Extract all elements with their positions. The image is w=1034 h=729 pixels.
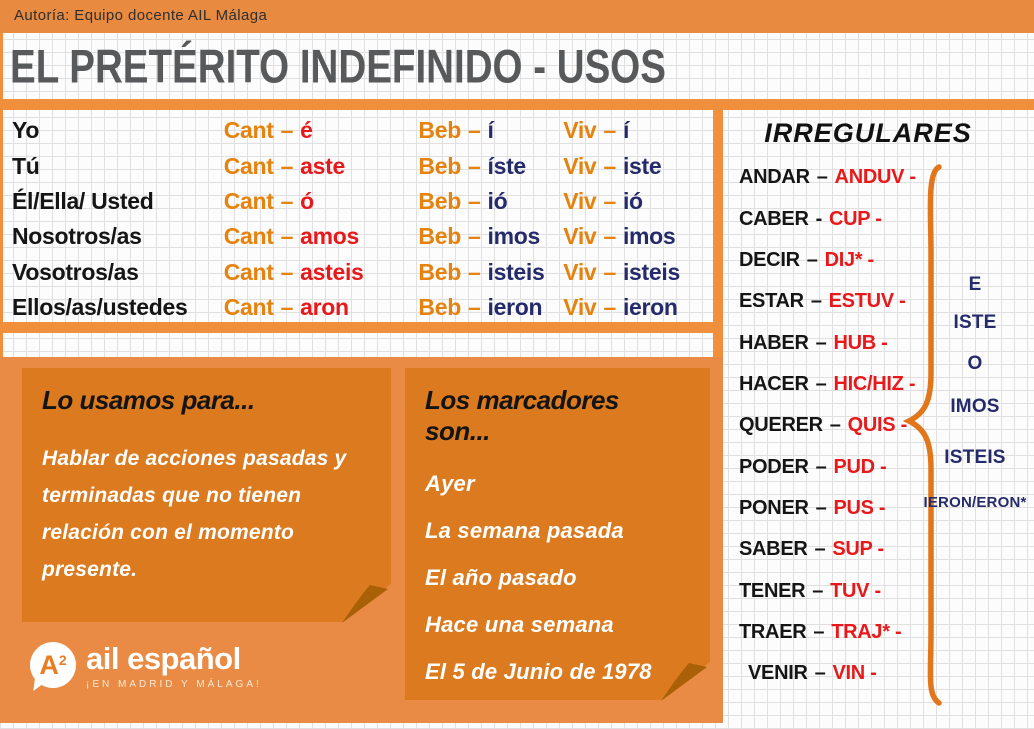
infinitive: QUERER: [739, 414, 823, 437]
dash: –: [815, 455, 827, 478]
markers-note-title: Los marcadores son...: [425, 385, 619, 446]
cant-form: [224, 294, 419, 321]
logo-tagline: ¡EN MADRID Y MÁLAGA!: [86, 679, 262, 690]
title-divider-bar: [0, 99, 1034, 110]
verb-stem: Viv: [563, 187, 597, 214]
irregular-stem: TUV -: [830, 579, 881, 602]
verb-ending: imos: [487, 223, 540, 250]
verb-ending: í: [487, 117, 494, 144]
vertical-divider-bar: [713, 110, 723, 357]
pronoun: Él/Ella/ Usted: [12, 187, 154, 214]
beb-form: [418, 294, 563, 321]
dash: –: [815, 496, 827, 519]
infinitive: VENIR: [748, 662, 808, 685]
page-title: EL PRETÉRITO INDEFINIDO - USOS: [10, 39, 666, 93]
irregular-verb-row: [739, 529, 916, 570]
infinitive: TENER: [739, 579, 806, 602]
left-edge-strip: [0, 33, 3, 357]
usage-note-title: Lo usamos para...: [42, 385, 255, 415]
beb-form: [418, 153, 563, 180]
verb-ending: ó: [300, 187, 314, 214]
irregular-stem: QUIS -: [847, 414, 907, 437]
irregular-stem: PUS -: [833, 496, 886, 519]
infinitive: CABER: [739, 207, 809, 230]
top-strip: [0, 0, 1034, 33]
verb-ending: aron: [300, 294, 349, 321]
verb-stem: Beb: [418, 294, 461, 321]
irregular-stem: HIC/HIZ -: [833, 372, 916, 395]
infinitive: ESTAR: [739, 290, 804, 313]
table-divider-bar: [0, 322, 713, 333]
irregulars-title: IRREGULARES: [764, 118, 972, 148]
dash: –: [280, 187, 294, 214]
attribution-text: Autoría: Equipo docente AIL Málaga: [14, 7, 268, 24]
irregular-verb-row: [739, 405, 916, 446]
verb-stem: Cant: [223, 223, 274, 250]
irregular-stem: HUB -: [833, 331, 888, 354]
verb-stem: Cant: [223, 152, 274, 179]
irregular-ending: IMOS: [950, 396, 1000, 417]
table-row: [12, 255, 713, 290]
dash: –: [603, 117, 616, 144]
irregular-verb-row: [739, 488, 916, 529]
infinitive: DECIR: [739, 248, 800, 271]
marker-item: El 5 de Junio de 1978: [425, 659, 652, 684]
verb-stem: Cant: [223, 187, 274, 214]
badge-superscript: 2: [58, 652, 67, 668]
dash: –: [280, 152, 294, 179]
irregular-verb-row: [739, 198, 916, 239]
verb-ending: é: [300, 117, 313, 144]
irregular-verb-row: [739, 281, 916, 322]
irregular-verb-list: [739, 157, 916, 694]
folded-corner: [659, 661, 711, 701]
table-row: [12, 219, 713, 254]
verb-stem: Cant: [223, 117, 274, 144]
cant-form: [224, 259, 419, 286]
irregular-stem: CUP -: [829, 207, 882, 230]
viv-form: [563, 294, 713, 321]
viv-form: [563, 188, 713, 215]
dash: –: [467, 294, 481, 321]
irregular-stem: SUP -: [832, 538, 884, 561]
infinitive: SABER: [739, 538, 808, 561]
beb-form: [418, 259, 563, 286]
cant-form: [224, 153, 419, 180]
verb-stem: Beb: [418, 187, 461, 214]
verb-stem: Beb: [418, 152, 461, 179]
irregulars-panel: [723, 110, 1034, 729]
pronoun: Ellos/as/ustedes: [12, 294, 188, 321]
dash: –: [280, 258, 294, 285]
markers-sticky-note: [405, 368, 710, 700]
dash: –: [280, 294, 294, 321]
table-row: [12, 148, 713, 183]
verb-ending: ieron: [487, 294, 543, 321]
verb-ending: ió: [622, 187, 643, 214]
irregular-ending: E: [968, 274, 982, 295]
badge-letter: A: [39, 649, 59, 680]
dash: –: [280, 117, 294, 144]
verb-stem: Cant: [223, 258, 274, 285]
irregular-stem: VIN -: [832, 662, 877, 685]
dash: –: [467, 152, 481, 179]
title-band: [0, 33, 1034, 99]
verb-stem: Cant: [223, 294, 274, 321]
verb-stem: Beb: [418, 258, 461, 285]
verb-stem: Viv: [563, 223, 597, 250]
irregular-stem: DIJ* -: [824, 248, 874, 271]
irregular-verb-row: [739, 157, 916, 198]
irregular-ending: ISTE: [953, 312, 997, 333]
pronoun: Yo: [12, 117, 40, 144]
verb-stem: Beb: [418, 117, 461, 144]
dash: –: [829, 414, 841, 437]
dash: –: [810, 290, 822, 313]
verb-ending: amos: [300, 223, 360, 250]
dash: –: [280, 223, 294, 250]
irregular-verb-row: [739, 612, 916, 653]
dash: –: [814, 662, 826, 685]
marker-item: Ayer: [425, 471, 475, 496]
irregular-verb-row: [739, 446, 916, 487]
conjugation-table: [0, 110, 713, 323]
irregular-verb-row: [739, 570, 916, 611]
cant-form: [224, 223, 419, 250]
viv-form: [563, 153, 713, 180]
pronoun: Nosotros/as: [12, 223, 142, 250]
verb-stem: Viv: [563, 258, 597, 285]
verb-ending: isteis: [487, 258, 545, 285]
irregular-stem: ANDUV -: [834, 166, 916, 189]
verb-stem: Viv: [563, 117, 597, 144]
marker-item: La semana pasada: [425, 518, 624, 543]
dash: –: [813, 620, 825, 643]
irregular-ending: ISTEIS: [944, 447, 1006, 468]
marker-item: Hace una semana: [425, 612, 614, 637]
dash: –: [816, 166, 828, 189]
cant-form: [224, 117, 419, 144]
dash: –: [467, 187, 481, 214]
verb-ending: isteis: [622, 258, 680, 285]
irregular-verb-row: [739, 653, 916, 694]
beb-form: [418, 223, 563, 250]
table-row: [12, 290, 713, 325]
dash: –: [603, 187, 616, 214]
marker-item: El año pasado: [425, 565, 577, 590]
viv-form: [563, 259, 713, 286]
infinitive: ANDAR: [739, 166, 810, 189]
table-row: [12, 113, 713, 148]
dash: –: [603, 294, 616, 321]
dash: –: [812, 579, 824, 602]
table-row: [12, 184, 713, 219]
infinitive: HABER: [739, 331, 809, 354]
pronoun: Vosotros/as: [12, 258, 139, 285]
cant-form: [224, 188, 419, 215]
dash: –: [467, 223, 481, 250]
verb-stem: Beb: [418, 223, 461, 250]
irregular-ending: O: [967, 353, 983, 374]
infinitive: HACER: [739, 372, 809, 395]
irregular-stem: TRAJ* -: [831, 620, 902, 643]
logo-name: ail español: [86, 641, 241, 676]
dash: –: [603, 258, 616, 285]
verb-stem: Viv: [563, 152, 597, 179]
folded-corner: [340, 583, 392, 623]
viv-form: [563, 117, 713, 144]
irregular-stem: ESTUV -: [828, 290, 906, 313]
usage-note-body: Hablar de acciones pasadas y terminadas que no tienen relación con el momento presente.: [42, 447, 347, 581]
irregular-verb-row: [739, 364, 916, 405]
infinitive: TRAER: [739, 620, 807, 643]
dash: –: [815, 331, 827, 354]
dash: –: [814, 538, 826, 561]
marker-list: [425, 467, 690, 688]
viv-form: [563, 223, 713, 250]
verb-ending: íste: [487, 152, 526, 179]
dash: –: [467, 258, 481, 285]
infinitive: PODER: [739, 455, 809, 478]
dash: -: [815, 207, 822, 230]
dash: –: [806, 248, 818, 271]
beb-form: [418, 188, 563, 215]
irregular-verb-row: [739, 322, 916, 363]
dash: –: [603, 223, 616, 250]
verb-ending: ió: [487, 187, 508, 214]
irregular-verb-row: [739, 240, 916, 281]
verb-ending: í: [622, 117, 630, 144]
verb-ending: ieron: [622, 294, 678, 321]
verb-ending: aste: [300, 152, 345, 179]
irregular-endings-column: [910, 110, 1034, 729]
dash: –: [815, 372, 827, 395]
verb-ending: asteis: [300, 258, 364, 285]
infinitive: PONER: [739, 496, 809, 519]
dash: –: [467, 117, 481, 144]
irregular-ending: IERON/ERON*: [923, 494, 1027, 511]
beb-form: [418, 117, 563, 144]
verb-ending: iste: [622, 152, 662, 179]
verb-stem: Viv: [563, 294, 597, 321]
irregular-stem: PUD -: [833, 455, 887, 478]
dash: –: [603, 152, 616, 179]
usage-sticky-note: [22, 368, 391, 622]
verb-ending: imos: [622, 223, 676, 250]
pronoun: Tú: [12, 152, 40, 179]
